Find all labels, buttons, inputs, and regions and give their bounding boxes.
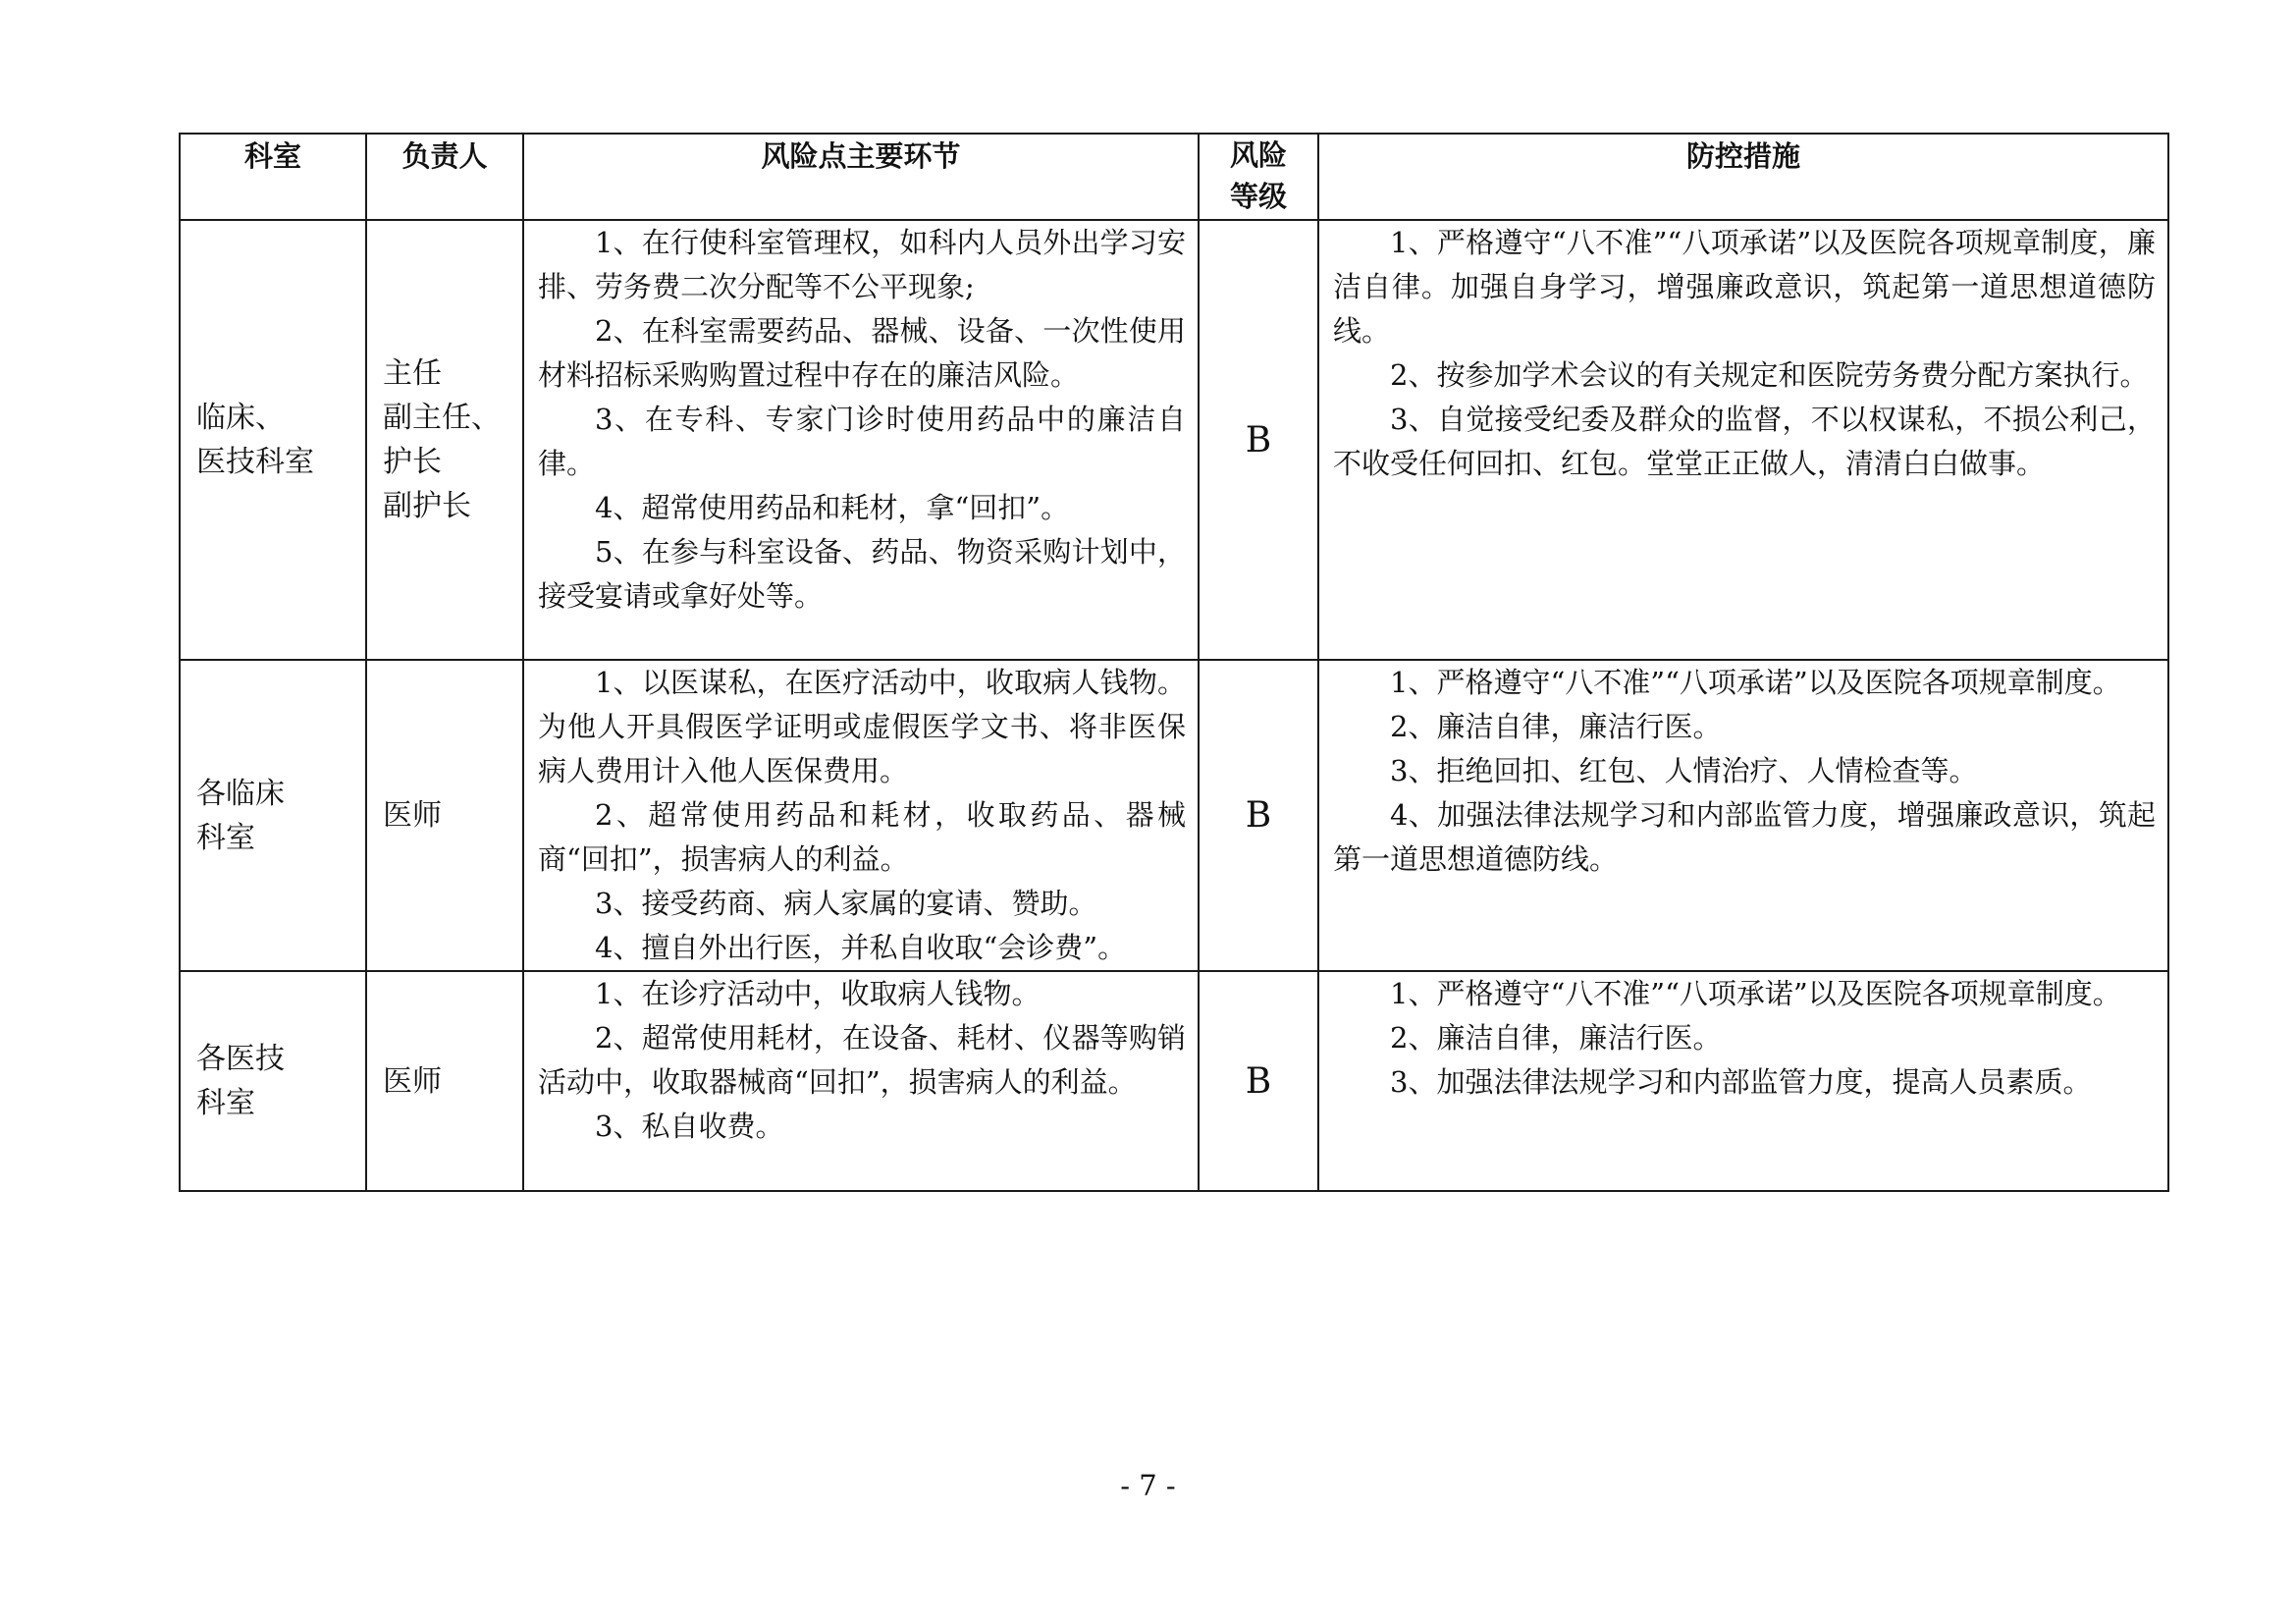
measure-cell [1318, 971, 2168, 1191]
risk-item: 4、超常使用药品和耗材，拿“回扣”。 [595, 491, 1070, 524]
owner-line: 医师 [383, 798, 442, 833]
table-header-row [180, 134, 2168, 220]
dept-line: 各医技 [196, 1042, 285, 1076]
risk-item: 2、超常使用耗材，在设备、耗材、仪器等购销活动中，收取器械商“回扣”，损害病人的利益。 [538, 1021, 1186, 1099]
measure-item: 2、廉洁自律，廉洁行医。 [1390, 710, 1722, 743]
owner-line: 医师 [383, 1063, 442, 1099]
risk-item: 1、在行使科室管理权，如科内人员外出学习安排、劳务费二次分配等不公平现象; [538, 226, 1186, 303]
measure-cell [1318, 660, 2168, 971]
owner-line: 副护长 [383, 489, 471, 523]
owner-line: 副主任、 [383, 401, 501, 435]
measure-item: 3、加强法律法规学习和内部监管力度，提高人员素质。 [1390, 1065, 2092, 1099]
table-row [180, 220, 2168, 660]
header-measures: 防控措施 [1318, 134, 2168, 220]
risk-level: B [1199, 660, 1318, 971]
header-dept: 科室 [180, 134, 366, 220]
dept-line: 科室 [196, 820, 255, 855]
header-level-line2: 等级 [1229, 180, 1287, 213]
table-row [180, 660, 2168, 971]
risk-cell [523, 220, 1199, 660]
risk-item: 5、在参与科室设备、药品、物资采购计划中，接受宴请或拿好处等。 [538, 535, 1186, 613]
measure-item: 3、自觉接受纪委及群众的监督，不以权谋私，不损公利己，不收受任何回扣、红包。堂堂正正做人，清清白白做事。 [1333, 403, 2156, 480]
dept-cell [180, 971, 366, 1191]
risk-item: 3、在专科、专家门诊时使用药品中的廉洁自律。 [538, 403, 1186, 480]
header-level-line1: 风险 [1229, 138, 1287, 172]
measure-item: 1、严格遵守“八不准”“八项承诺”以及医院各项规章制度。 [1390, 666, 2121, 699]
header-owner: 负责人 [366, 134, 523, 220]
risk-item: 2、超常使用药品和耗材，收取药品、器械商“回扣”，损害病人的利益。 [538, 798, 1186, 876]
risk-control-table [179, 133, 2169, 1192]
dept-line: 医技科室 [196, 445, 314, 479]
dept-cell [180, 220, 366, 660]
measure-item: 2、按参加学术会议的有关规定和医院劳务费分配方案执行。 [1390, 358, 2149, 392]
owner-cell [366, 971, 523, 1191]
header-level [1199, 134, 1318, 220]
risk-cell [523, 660, 1199, 971]
measure-item: 1、严格遵守“八不准”“八项承诺”以及医院各项规章制度，廉洁自律。加强自身学习，增强廉政意识，筑起第一道思想道德防线。 [1333, 226, 2156, 348]
owner-cell [366, 220, 523, 660]
owner-cell [366, 660, 523, 971]
owner-line: 主任 [383, 356, 442, 391]
dept-cell [180, 660, 366, 971]
risk-level: B [1199, 220, 1318, 660]
measure-item: 4、加强法律法规学习和内部监管力度，增强廉政意识，筑起第一道思想道德防线。 [1333, 798, 2156, 876]
risk-cell [523, 971, 1199, 1191]
page-number: - 7 - [1120, 1469, 1176, 1502]
measure-item: 1、严格遵守“八不准”“八项承诺”以及医院各项规章制度。 [1390, 977, 2121, 1010]
dept-line: 各临床 [196, 776, 285, 811]
risk-item: 4、擅自外出行医，并私自收取“会诊费”。 [595, 931, 1127, 964]
dept-line: 临床、 [196, 401, 285, 435]
header-risk: 风险点主要环节 [523, 134, 1199, 220]
table-row [180, 971, 2168, 1191]
dept-line: 科室 [196, 1086, 255, 1120]
risk-level: B [1199, 971, 1318, 1191]
risk-item: 1、以医谋私，在医疗活动中，收取病人钱物。为他人开具假医学证明或虚假医学文书、将非医保病人费用计入他人医保费用。 [538, 666, 1186, 787]
owner-line: 护长 [383, 445, 442, 479]
risk-item: 3、接受药商、病人家属的宴请、赞助。 [595, 887, 1097, 920]
risk-item: 2、在科室需要药品、器械、设备、一次性使用材料招标采购购置过程中存在的廉洁风险。 [538, 314, 1186, 392]
measure-item: 3、拒绝回扣、红包、人情治疗、人情检查等。 [1390, 754, 1978, 787]
risk-item: 3、私自收费。 [595, 1110, 784, 1143]
measure-item: 2、廉洁自律，廉洁行医。 [1390, 1021, 1722, 1055]
measure-cell [1318, 220, 2168, 660]
risk-item: 1、在诊疗活动中，收取病人钱物。 [595, 977, 1041, 1010]
